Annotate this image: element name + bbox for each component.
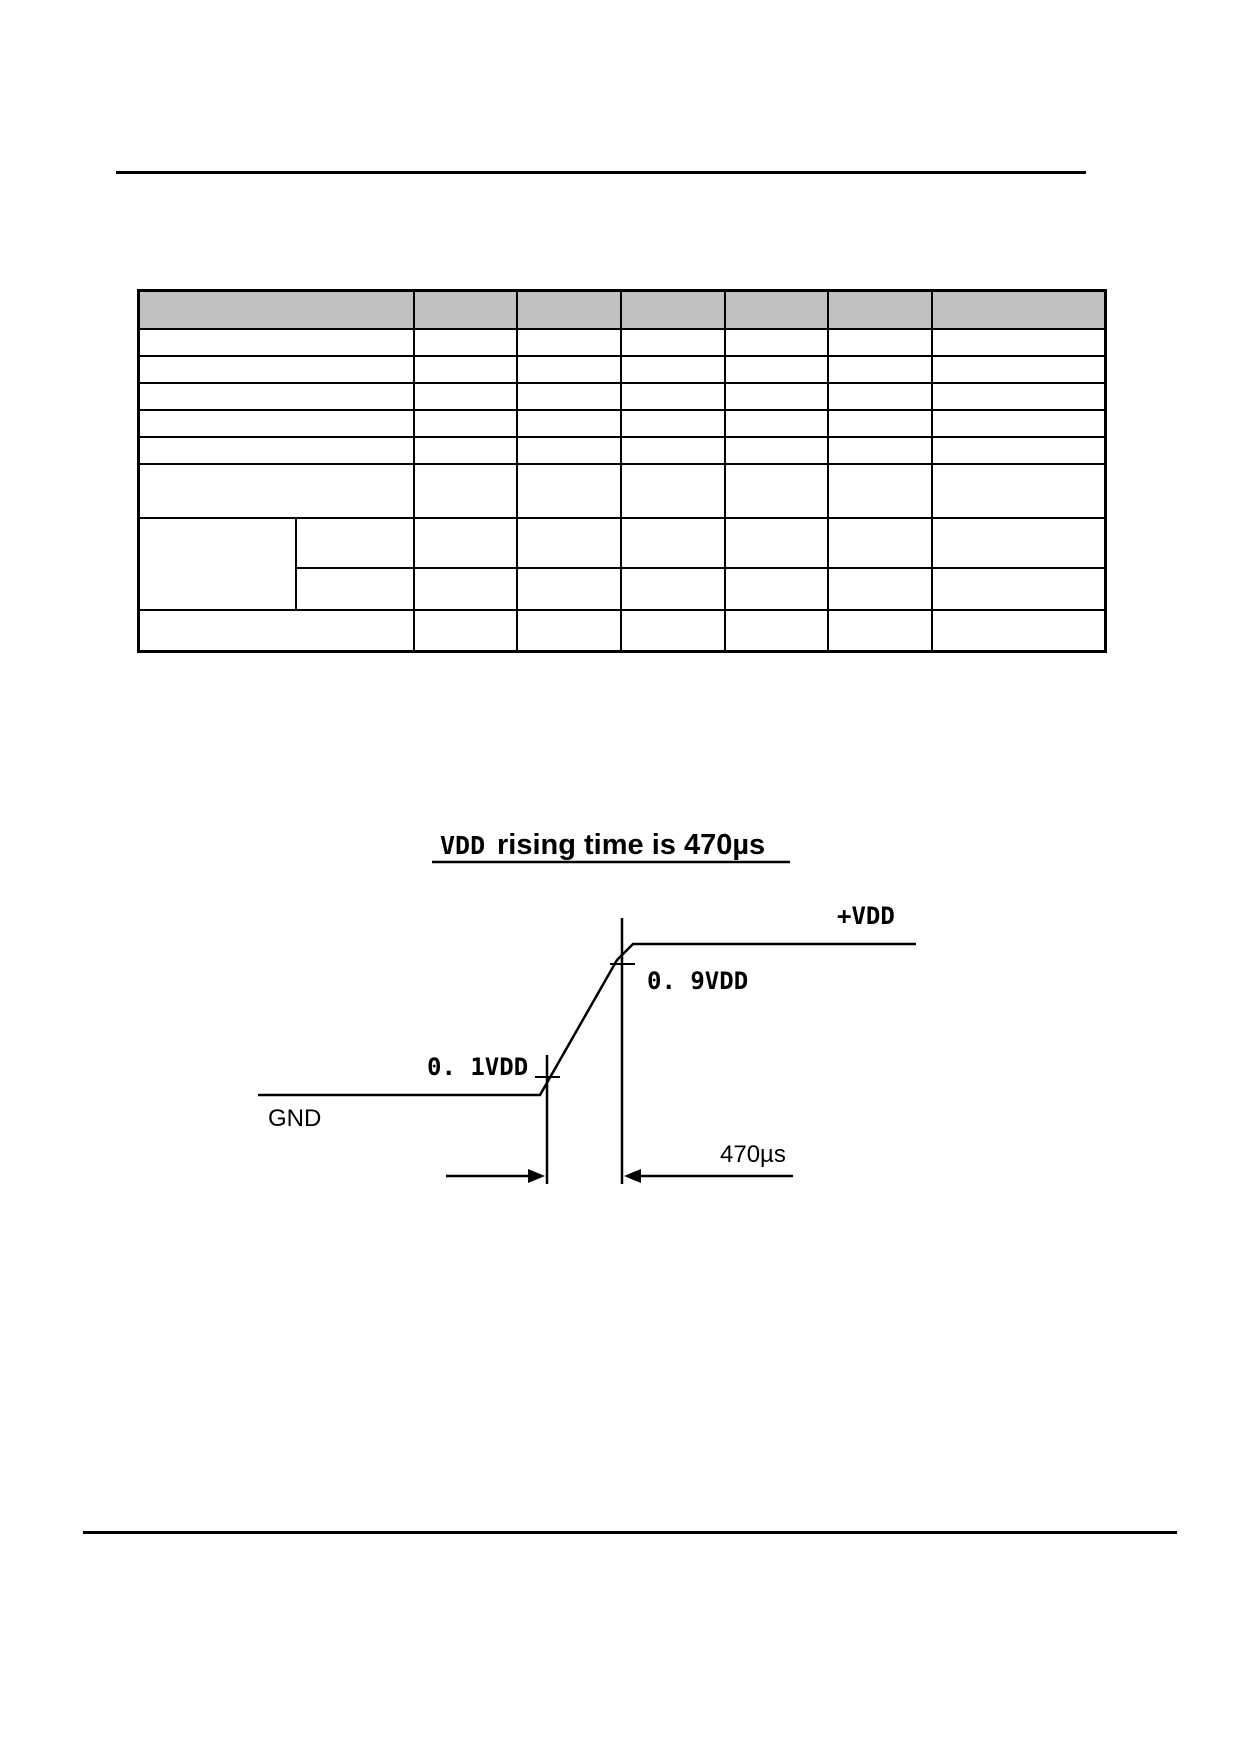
footer-rule bbox=[83, 1531, 1177, 1534]
arrow-left-head-icon bbox=[624, 1169, 641, 1183]
diagram-title: rising time is 470µs bbox=[497, 829, 766, 861]
diagram-title-prefix: VDD bbox=[440, 831, 486, 860]
label-01vdd: 0. 1VDD bbox=[427, 1053, 529, 1081]
label-time: 470µs bbox=[720, 1141, 786, 1168]
arrow-right-head-icon bbox=[528, 1169, 545, 1183]
vdd-waveform bbox=[258, 944, 916, 1095]
label-gnd: GND bbox=[268, 1105, 322, 1132]
label-09vdd: 0. 9VDD bbox=[647, 967, 749, 995]
label-plus-vdd: +VDD bbox=[837, 902, 895, 930]
